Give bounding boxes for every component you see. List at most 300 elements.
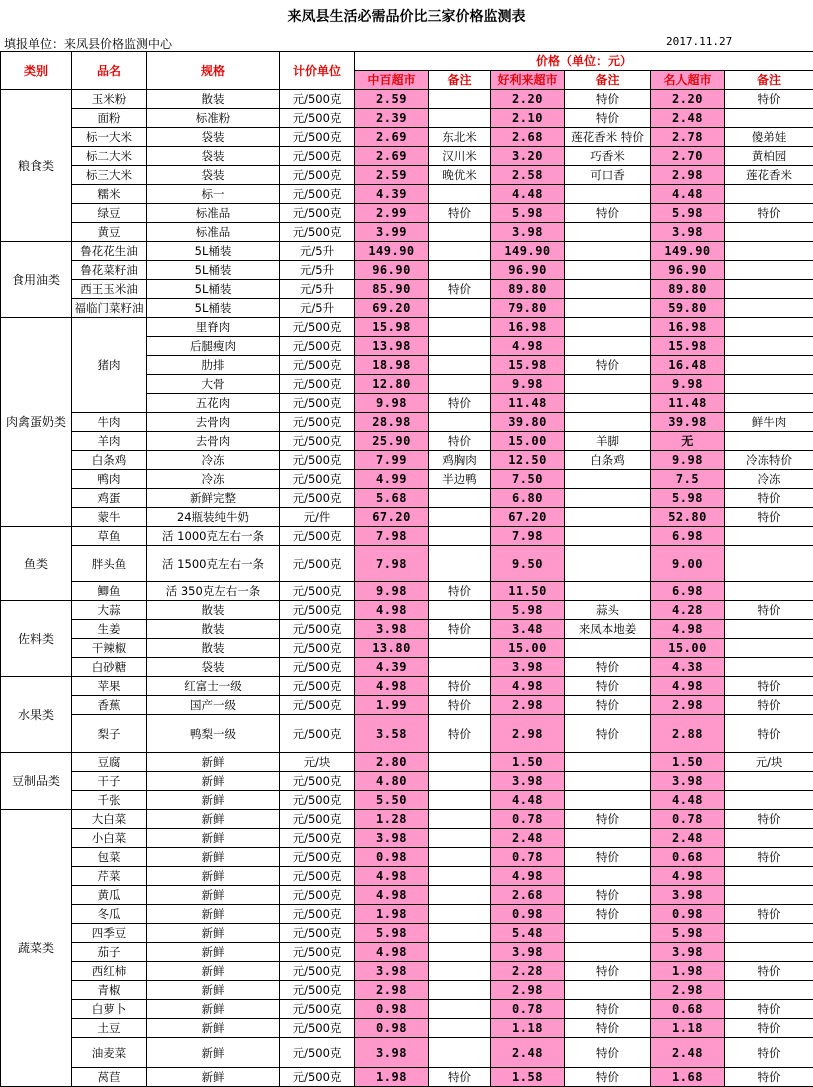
- item-name: 香蕉: [72, 696, 147, 715]
- item-name: 梨子: [72, 715, 147, 753]
- price-mingren: 2.78: [651, 128, 725, 147]
- header-note-2: 备注: [565, 71, 651, 90]
- table-row: [1, 413, 813, 432]
- note-mingren: [725, 223, 813, 242]
- item-name: 鲁花菜籽油: [72, 261, 147, 280]
- price-haolilai: 15.00: [491, 432, 565, 451]
- item-spec: 活 1500克左右一条: [147, 546, 280, 582]
- header-unit: 计价单位: [280, 52, 355, 90]
- price-mingren: 5.98: [651, 489, 725, 508]
- note-haolilai: [565, 791, 651, 810]
- note-haolilai: 来凤本地姜: [565, 620, 651, 639]
- price-haolilai: 0.78: [491, 810, 565, 829]
- item-spec: 红富士一级: [147, 677, 280, 696]
- item-unit: 元/500克: [280, 943, 355, 962]
- note-mingren: [725, 791, 813, 810]
- note-zhongbai: [429, 658, 491, 677]
- item-spec: 大骨: [147, 375, 280, 394]
- price-haolilai: 0.98: [491, 905, 565, 924]
- note-mingren: 特价: [725, 715, 813, 753]
- price-mingren: 16.48: [651, 356, 725, 375]
- price-mingren: 1.18: [651, 1019, 725, 1038]
- item-spec: 新鲜: [147, 1038, 280, 1068]
- item-unit: 元/500克: [280, 489, 355, 508]
- item-spec: 新鲜: [147, 886, 280, 905]
- category-cell: 肉禽蛋奶类: [1, 318, 72, 527]
- note-zhongbai: [429, 848, 491, 867]
- price-zhongbai: 85.90: [355, 280, 429, 299]
- table-row: [1, 582, 813, 601]
- category-cell: 豆制品类: [1, 753, 72, 810]
- item-spec: 冷冻: [147, 470, 280, 489]
- price-zhongbai: 4.99: [355, 470, 429, 489]
- note-haolilai: [565, 772, 651, 791]
- table-row: [1, 128, 813, 147]
- price-mingren: 7.5: [651, 470, 725, 489]
- header-store-zhongbai: 中百超市: [355, 71, 429, 90]
- price-zhongbai: 67.20: [355, 508, 429, 527]
- price-zhongbai: 15.98: [355, 318, 429, 337]
- note-zhongbai: [429, 905, 491, 924]
- note-haolilai: [565, 489, 651, 508]
- note-zhongbai: [429, 242, 491, 261]
- item-unit: 元/500克: [280, 905, 355, 924]
- table-row: [1, 489, 813, 508]
- table-row: [1, 147, 813, 166]
- table-row: [1, 1019, 813, 1038]
- price-haolilai: 4.48: [491, 185, 565, 204]
- price-zhongbai: 3.98: [355, 620, 429, 639]
- price-zhongbai: 5.68: [355, 489, 429, 508]
- price-haolilai: 1.18: [491, 1019, 565, 1038]
- item-spec: 新鲜: [147, 829, 280, 848]
- note-haolilai: [565, 753, 651, 772]
- sheet-meta: [0, 34, 813, 51]
- item-spec: 散装: [147, 90, 280, 109]
- item-spec: 肋排: [147, 356, 280, 375]
- item-spec: 国产一级: [147, 696, 280, 715]
- price-zhongbai: 0.98: [355, 1019, 429, 1038]
- price-haolilai: 9.98: [491, 375, 565, 394]
- table-row: [1, 242, 813, 261]
- item-spec: 新鲜: [147, 905, 280, 924]
- price-mingren: 6.98: [651, 582, 725, 601]
- item-name: 西红柿: [72, 962, 147, 981]
- table-row: [1, 1000, 813, 1019]
- item-name: 草鱼: [72, 527, 147, 546]
- price-haolilai: 2.68: [491, 128, 565, 147]
- item-name: 四季豆: [72, 924, 147, 943]
- item-unit: 元/500克: [280, 1000, 355, 1019]
- note-haolilai: [565, 185, 651, 204]
- header-spec: 规格: [147, 52, 280, 90]
- note-mingren: [725, 356, 813, 375]
- price-haolilai: 15.98: [491, 356, 565, 375]
- price-haolilai: 16.98: [491, 318, 565, 337]
- note-mingren: 特价: [725, 962, 813, 981]
- price-zhongbai: 69.20: [355, 299, 429, 318]
- item-spec: 5L桶装: [147, 299, 280, 318]
- price-mingren: 无: [651, 432, 725, 451]
- price-haolilai: 3.98: [491, 772, 565, 791]
- note-mingren: 傻弟娃: [725, 128, 813, 147]
- note-mingren: 莲花香米: [725, 166, 813, 185]
- price-mingren: 149.90: [651, 242, 725, 261]
- price-haolilai: 0.78: [491, 1000, 565, 1019]
- item-spec: 去骨肉: [147, 413, 280, 432]
- note-mingren: 元/块: [725, 753, 813, 772]
- price-haolilai: 4.98: [491, 677, 565, 696]
- note-zhongbai: [429, 413, 491, 432]
- note-zhongbai: [429, 886, 491, 905]
- item-unit: 元/500克: [280, 356, 355, 375]
- price-haolilai: 2.28: [491, 962, 565, 981]
- price-haolilai: 2.98: [491, 696, 565, 715]
- note-haolilai: [565, 242, 651, 261]
- item-name: 土豆: [72, 1019, 147, 1038]
- note-zhongbai: [429, 90, 491, 109]
- item-unit: 元/500克: [280, 90, 355, 109]
- table-row: [1, 715, 813, 753]
- note-zhongbai: 特价: [429, 204, 491, 223]
- note-haolilai: [565, 546, 651, 582]
- note-mingren: 特价: [725, 489, 813, 508]
- note-haolilai: 可口香: [565, 166, 651, 185]
- price-haolilai: 96.90: [491, 261, 565, 280]
- item-unit: 元/500克: [280, 147, 355, 166]
- note-zhongbai: 特价: [429, 677, 491, 696]
- table-row: [1, 886, 813, 905]
- price-mingren: 5.98: [651, 924, 725, 943]
- price-haolilai: 5.98: [491, 204, 565, 223]
- note-mingren: [725, 867, 813, 886]
- note-mingren: 特价: [725, 696, 813, 715]
- price-mingren: 1.68: [651, 1068, 725, 1087]
- price-mingren: 59.80: [651, 299, 725, 318]
- item-name: 标二大米: [72, 147, 147, 166]
- item-name: 羊肉: [72, 432, 147, 451]
- price-haolilai: 2.98: [491, 981, 565, 1000]
- price-zhongbai: 13.98: [355, 337, 429, 356]
- table-row: [1, 1068, 813, 1087]
- note-zhongbai: [429, 639, 491, 658]
- price-haolilai: 2.98: [491, 715, 565, 753]
- price-zhongbai: 7.99: [355, 451, 429, 470]
- item-name: 油麦菜: [72, 1038, 147, 1068]
- price-mingren: 3.98: [651, 943, 725, 962]
- item-name: 猪肉: [72, 318, 147, 413]
- price-zhongbai: 4.80: [355, 772, 429, 791]
- note-zhongbai: [429, 772, 491, 791]
- note-zhongbai: 鸡胸肉: [429, 451, 491, 470]
- price-haolilai: 149.90: [491, 242, 565, 261]
- note-zhongbai: 东北米: [429, 128, 491, 147]
- category-cell: 食用油类: [1, 242, 72, 318]
- note-mingren: [725, 527, 813, 546]
- price-haolilai: 6.80: [491, 489, 565, 508]
- item-unit: 元/件: [280, 508, 355, 527]
- item-spec: 活 350克左右一条: [147, 582, 280, 601]
- note-mingren: [725, 582, 813, 601]
- price-zhongbai: 2.39: [355, 109, 429, 128]
- price-zhongbai: 2.59: [355, 166, 429, 185]
- price-zhongbai: 2.98: [355, 981, 429, 1000]
- note-mingren: 特价: [725, 1068, 813, 1087]
- item-name: 鸡蛋: [72, 489, 147, 508]
- header-row-1: [1, 52, 813, 71]
- header-store-mingren: 名人超市: [651, 71, 725, 90]
- note-mingren: 特价: [725, 905, 813, 924]
- note-haolilai: [565, 261, 651, 280]
- item-unit: 元/500克: [280, 886, 355, 905]
- note-mingren: [725, 280, 813, 299]
- price-mingren: 0.98: [651, 905, 725, 924]
- price-haolilai: 15.00: [491, 639, 565, 658]
- note-haolilai: [565, 867, 651, 886]
- price-mingren: 2.48: [651, 109, 725, 128]
- item-unit: 元/500克: [280, 924, 355, 943]
- price-mingren: 39.98: [651, 413, 725, 432]
- item-name: 包菜: [72, 848, 147, 867]
- price-mingren: 16.98: [651, 318, 725, 337]
- item-unit: 元/500克: [280, 527, 355, 546]
- note-haolilai: 蒜头: [565, 601, 651, 620]
- item-name: 苹果: [72, 677, 147, 696]
- note-haolilai: [565, 981, 651, 1000]
- price-haolilai: 3.48: [491, 620, 565, 639]
- note-haolilai: 特价: [565, 886, 651, 905]
- item-spec: 新鲜: [147, 753, 280, 772]
- price-zhongbai: 2.59: [355, 90, 429, 109]
- item-spec: 袋装: [147, 147, 280, 166]
- price-mingren: 96.90: [651, 261, 725, 280]
- table-row: [1, 620, 813, 639]
- price-zhongbai: 18.98: [355, 356, 429, 375]
- price-mingren: 52.80: [651, 508, 725, 527]
- table-row: [1, 318, 813, 337]
- note-zhongbai: [429, 924, 491, 943]
- item-spec: 新鲜: [147, 810, 280, 829]
- item-name: 小白菜: [72, 829, 147, 848]
- note-mingren: 特价: [725, 90, 813, 109]
- item-name: 茄子: [72, 943, 147, 962]
- category-cell: 鱼类: [1, 527, 72, 601]
- note-haolilai: 白条鸡: [565, 451, 651, 470]
- price-table: [0, 51, 813, 1087]
- price-haolilai: 2.58: [491, 166, 565, 185]
- note-mingren: [725, 620, 813, 639]
- table-row: [1, 601, 813, 620]
- note-zhongbai: 汉川米: [429, 147, 491, 166]
- price-mingren: 4.38: [651, 658, 725, 677]
- price-haolilai: 2.68: [491, 886, 565, 905]
- price-zhongbai: 4.98: [355, 677, 429, 696]
- item-unit: 元/500克: [280, 413, 355, 432]
- price-mingren: 3.98: [651, 772, 725, 791]
- price-mingren: 9.98: [651, 451, 725, 470]
- table-row: [1, 772, 813, 791]
- price-haolilai: 3.98: [491, 223, 565, 242]
- table-row: [1, 546, 813, 582]
- item-unit: 元/500克: [280, 432, 355, 451]
- price-mingren: 15.00: [651, 639, 725, 658]
- item-unit: 元/5升: [280, 299, 355, 318]
- item-unit: 元/500克: [280, 1038, 355, 1068]
- note-haolilai: 特价: [565, 1000, 651, 1019]
- note-zhongbai: [429, 356, 491, 375]
- note-zhongbai: [429, 1000, 491, 1019]
- item-spec: 新鲜: [147, 791, 280, 810]
- item-spec: 活 1000克左右一条: [147, 527, 280, 546]
- price-zhongbai: 96.90: [355, 261, 429, 280]
- note-zhongbai: [429, 299, 491, 318]
- price-zhongbai: 0.98: [355, 848, 429, 867]
- note-haolilai: [565, 318, 651, 337]
- category-cell: 粮食类: [1, 90, 72, 242]
- price-mingren: 2.98: [651, 696, 725, 715]
- table-row: [1, 829, 813, 848]
- note-haolilai: [565, 337, 651, 356]
- reporting-unit: 填报单位：来凤县价格监测中心: [4, 35, 172, 52]
- price-mingren: 4.28: [651, 601, 725, 620]
- table-row: [1, 185, 813, 204]
- price-haolilai: 4.98: [491, 867, 565, 886]
- price-mingren: 2.98: [651, 166, 725, 185]
- note-zhongbai: 特价: [429, 620, 491, 639]
- item-unit: 元/500克: [280, 582, 355, 601]
- price-haolilai: 2.20: [491, 90, 565, 109]
- category-cell: 蔬菜类: [1, 810, 72, 1087]
- item-spec: 标准品: [147, 204, 280, 223]
- note-zhongbai: [429, 109, 491, 128]
- item-name: 标一大米: [72, 128, 147, 147]
- item-spec: 袋装: [147, 128, 280, 147]
- price-mingren: 2.20: [651, 90, 725, 109]
- item-unit: 元/500克: [280, 546, 355, 582]
- note-haolilai: 特价: [565, 848, 651, 867]
- item-name: 牛肉: [72, 413, 147, 432]
- price-mingren: 1.98: [651, 962, 725, 981]
- note-mingren: 特价: [725, 677, 813, 696]
- price-mingren: 2.88: [651, 715, 725, 753]
- note-mingren: 特价: [725, 508, 813, 527]
- price-mingren: 1.50: [651, 753, 725, 772]
- item-unit: 元/500克: [280, 375, 355, 394]
- note-zhongbai: [429, 829, 491, 848]
- item-name: 黄瓜: [72, 886, 147, 905]
- note-haolilai: [565, 924, 651, 943]
- item-name: 福临门菜籽油: [72, 299, 147, 318]
- note-zhongbai: [429, 962, 491, 981]
- note-zhongbai: 半边鸭: [429, 470, 491, 489]
- price-zhongbai: 7.98: [355, 546, 429, 582]
- note-mingren: 特价: [725, 601, 813, 620]
- sheet-title: 来凤县生活必需品价比三家价格监测表: [0, 0, 813, 34]
- note-zhongbai: [429, 601, 491, 620]
- note-zhongbai: [429, 753, 491, 772]
- note-zhongbai: [429, 185, 491, 204]
- price-haolilai: 2.48: [491, 829, 565, 848]
- price-haolilai: 1.50: [491, 753, 565, 772]
- table-row: [1, 639, 813, 658]
- note-haolilai: 特价: [565, 356, 651, 375]
- item-spec: 新鲜: [147, 943, 280, 962]
- note-mingren: [725, 772, 813, 791]
- note-mingren: [725, 546, 813, 582]
- note-zhongbai: [429, 943, 491, 962]
- item-spec: 散装: [147, 639, 280, 658]
- price-haolilai: 4.98: [491, 337, 565, 356]
- item-unit: 元/500克: [280, 451, 355, 470]
- item-unit: 元/500克: [280, 658, 355, 677]
- note-haolilai: [565, 527, 651, 546]
- item-spec: 标一: [147, 185, 280, 204]
- note-haolilai: 特价: [565, 1038, 651, 1068]
- item-unit: 元/5升: [280, 242, 355, 261]
- category-cell: 水果类: [1, 677, 72, 753]
- price-mingren: 4.98: [651, 677, 725, 696]
- price-zhongbai: 1.98: [355, 905, 429, 924]
- table-row: [1, 658, 813, 677]
- note-haolilai: 特价: [565, 677, 651, 696]
- item-spec: 5L桶装: [147, 280, 280, 299]
- note-mingren: [725, 109, 813, 128]
- item-spec: 袋装: [147, 658, 280, 677]
- item-name: 西王玉米油: [72, 280, 147, 299]
- item-name: 大白菜: [72, 810, 147, 829]
- table-row: [1, 508, 813, 527]
- price-haolilai: 7.50: [491, 470, 565, 489]
- note-zhongbai: [429, 337, 491, 356]
- item-unit: 元/500克: [280, 128, 355, 147]
- note-zhongbai: 特价: [429, 432, 491, 451]
- note-haolilai: [565, 508, 651, 527]
- item-unit: 元/500克: [280, 337, 355, 356]
- note-mingren: [725, 394, 813, 413]
- item-unit: 元/500克: [280, 791, 355, 810]
- item-unit: 元/块: [280, 753, 355, 772]
- table-row: [1, 261, 813, 280]
- price-zhongbai: 9.98: [355, 394, 429, 413]
- item-spec: 新鲜: [147, 924, 280, 943]
- note-zhongbai: [429, 527, 491, 546]
- price-mingren: 2.48: [651, 1038, 725, 1068]
- price-haolilai: 3.98: [491, 658, 565, 677]
- table-row: [1, 981, 813, 1000]
- item-name: 蒙牛: [72, 508, 147, 527]
- item-spec: 24瓶装纯牛奶: [147, 508, 280, 527]
- price-mingren: 15.98: [651, 337, 725, 356]
- item-name: 白萝卜: [72, 1000, 147, 1019]
- item-name: 标三大米: [72, 166, 147, 185]
- header-price-group: 价格（单位：元）: [355, 52, 813, 71]
- note-mingren: 特价: [725, 1019, 813, 1038]
- price-zhongbai: 28.98: [355, 413, 429, 432]
- price-zhongbai: 13.80: [355, 639, 429, 658]
- note-haolilai: [565, 223, 651, 242]
- price-haolilai: 3.20: [491, 147, 565, 166]
- table-row: [1, 1038, 813, 1068]
- note-zhongbai: [429, 375, 491, 394]
- note-mingren: 冷冻: [725, 470, 813, 489]
- price-zhongbai: 2.69: [355, 147, 429, 166]
- note-mingren: [725, 318, 813, 337]
- item-name: 大蒜: [72, 601, 147, 620]
- report-date: 2017.11.27: [666, 35, 732, 48]
- note-mingren: [725, 943, 813, 962]
- price-haolilai: 11.48: [491, 394, 565, 413]
- note-haolilai: 特价: [565, 109, 651, 128]
